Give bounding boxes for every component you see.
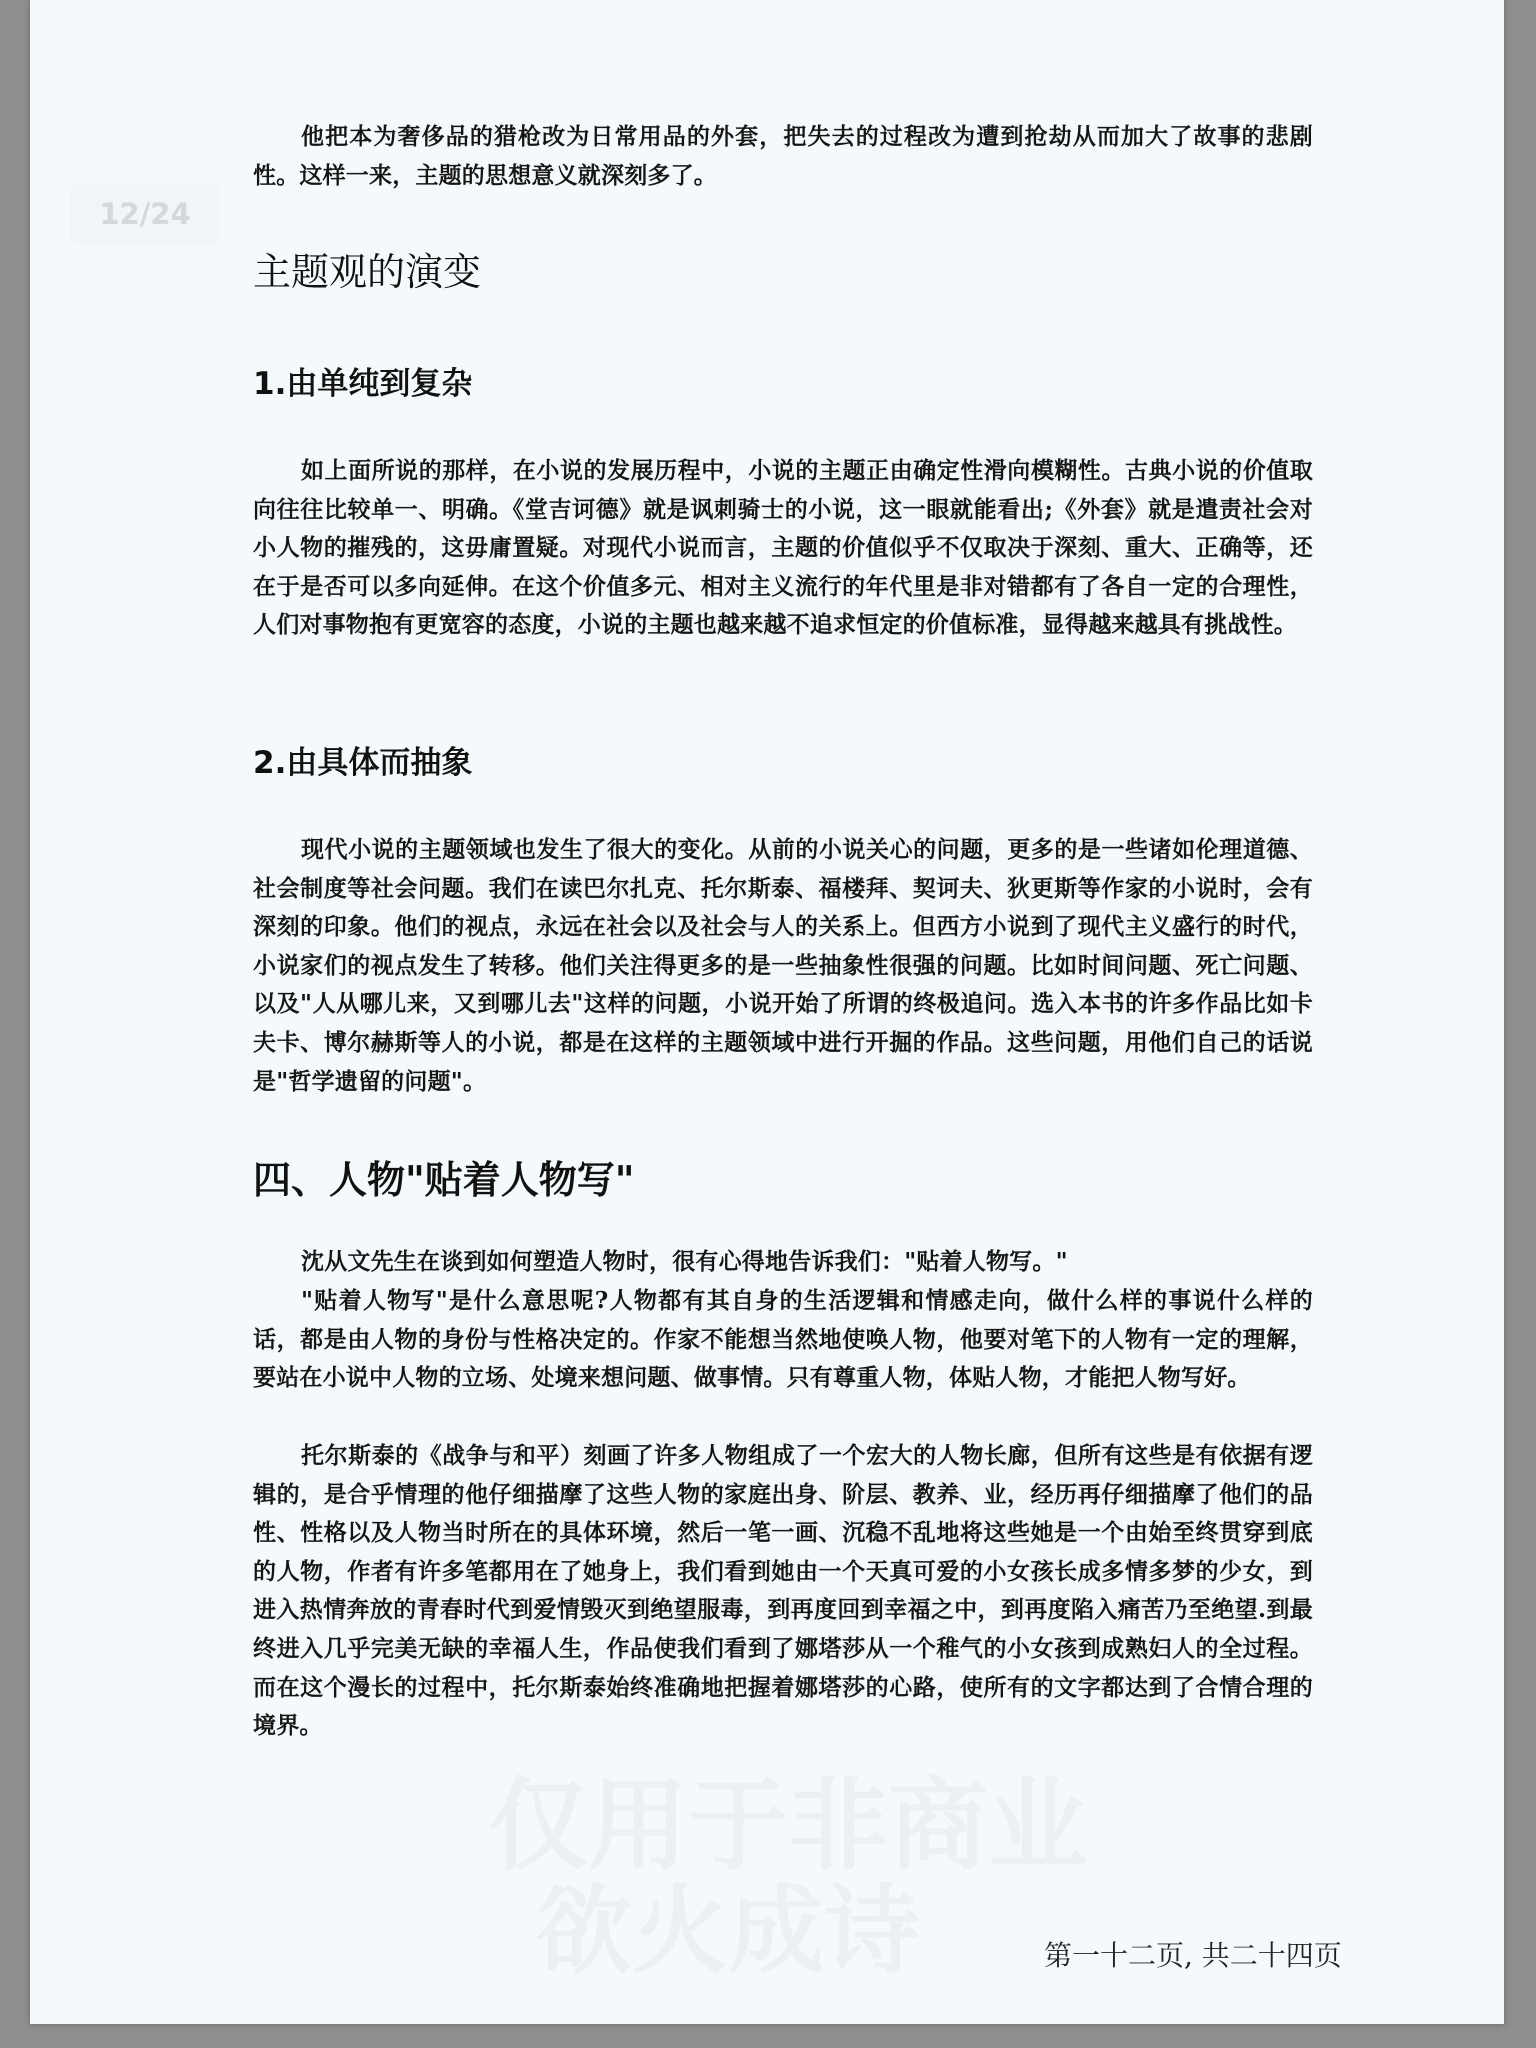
paragraph-shen-congwen: 沈从文先生在谈到如何塑造人物时，很有心得地告诉我们："贴着人物写。" xyxy=(301,1248,1068,1275)
paragraph-tolstoy: 托尔斯泰的《战争与和平）刻画了许多人物组成了一个宏大的人物长廊，但所有这些是有依据有逻辑的，是合乎情理的他仔细描摩了这些人物的家庭出身、阶层、教养、业，经历再仔细描摩了他们的品性、性格以及人物当时所在的具体环境，然后一笔一画、沉稳不乱地将这些她是一个由始至终贯穿到底的人物，作者有许多笔都用在了她身上，我们看到她由一个天真可爱的小女孩长成多情多梦的少女，到进入热情奔放的青春时代到爱情毁灭到绝望服毒，到再度回到幸福之中，到再度陷入痛苦乃至绝望.到最终进入几乎完美无缺的幸福人生，作品使我们看到了娜塔莎从一个稚气的小女孩到成熟妇人的全过程。而在这个漫长的过程中，托尔斯泰始终准确地把握着娜塔莎的心路，使所有的文字都达到了合情合理的境界。 xyxy=(253,1442,1313,1740)
watermark-line-1: 仅用于非商业 xyxy=(488,1767,1088,1884)
document-page xyxy=(30,0,1504,2024)
subheading-simple-to-complex: 1.由单纯到复杂 xyxy=(253,366,473,402)
section-heading-theme: 主题观的演变 xyxy=(253,250,482,294)
page-counter-badge: 12/24 xyxy=(70,183,220,245)
paragraph-concrete-to-abstract: 现代小说的主题领域也发生了很大的变化。从前的小说关心的问题，更多的是一些诸如伦理道德、社会制度等社会问题。我们在读巴尔扎克、托尔斯泰、福楼拜、契诃夫、狄更斯等作家的小说时，会有深刻的印象。他们的视点，永远在社会以及社会与人的关系上。但西方小说到了现代主义盛行的时代，小说家们的视点发生了转移。他们关注得更多的是一些抽象性很强的问题。比如时间问题、死亡问题、以及"人从哪儿来，又到哪儿去"这样的问题，小说开始了所谓的终极追问。选入本书的许多作品比如卡夫卡、博尔赫斯等人的小说，都是在这样的主题领域中进行开掘的作品。这些问题，用他们自己的话说是"哲学遗留的问题"。 xyxy=(253,836,1313,1095)
chapter-heading-characters: 四、人物"贴着人物写" xyxy=(253,1158,635,1202)
intro-paragraph: 他把本为奢侈品的猎枪改为日常用品的外套，把失去的过程改为遭到抢劫从而加大了故事的悲剧性。这样一来，主题的思想意义就深刻多了。 xyxy=(253,123,1313,189)
subheading-concrete-to-abstract: 2.由具体而抽象 xyxy=(253,745,473,781)
watermark-line-2: 欲火成诗 xyxy=(536,1875,920,1987)
page-number-footer: 第一十二页, 共二十四页 xyxy=(1044,1939,1342,1972)
paragraph-simple-to-complex: 如上面所说的那样，在小说的发展历程中，小说的主题正由确定性滑向模糊性。古典小说的价值取向往往比较单一、明确。《堂吉诃德》就是讽刺骑士的小说，这一眼就能看出;《外套》就是遣责社会对小人物的摧残的，这毋庸置疑。对现代小说而言，主题的价值似乎不仅取决于深刻、重大、正确等，还在于是否可以多向延伸。在这个价值多元、相对主义流行的年代里是非对错都有了各自一定的合理性，人们对事物抱有更宽容的态度，小说的主题也越来越不追求恒定的价值标准，显得越来越具有挑战性。 xyxy=(253,457,1313,639)
paragraph-write-close-to-characters: "贴着人物写"是什么意思呢?人物都有其自身的生活逻辑和情感走向，做什么样的事说什么样的话，都是由人物的身份与性格决定的。作家不能想当然地使唤人物，他要对笔下的人物有一定的理解，要站在小说中人物的立场、处境来想问题、做事情。只有尊重人物，体贴人物，才能把人物写好。 xyxy=(253,1287,1313,1392)
